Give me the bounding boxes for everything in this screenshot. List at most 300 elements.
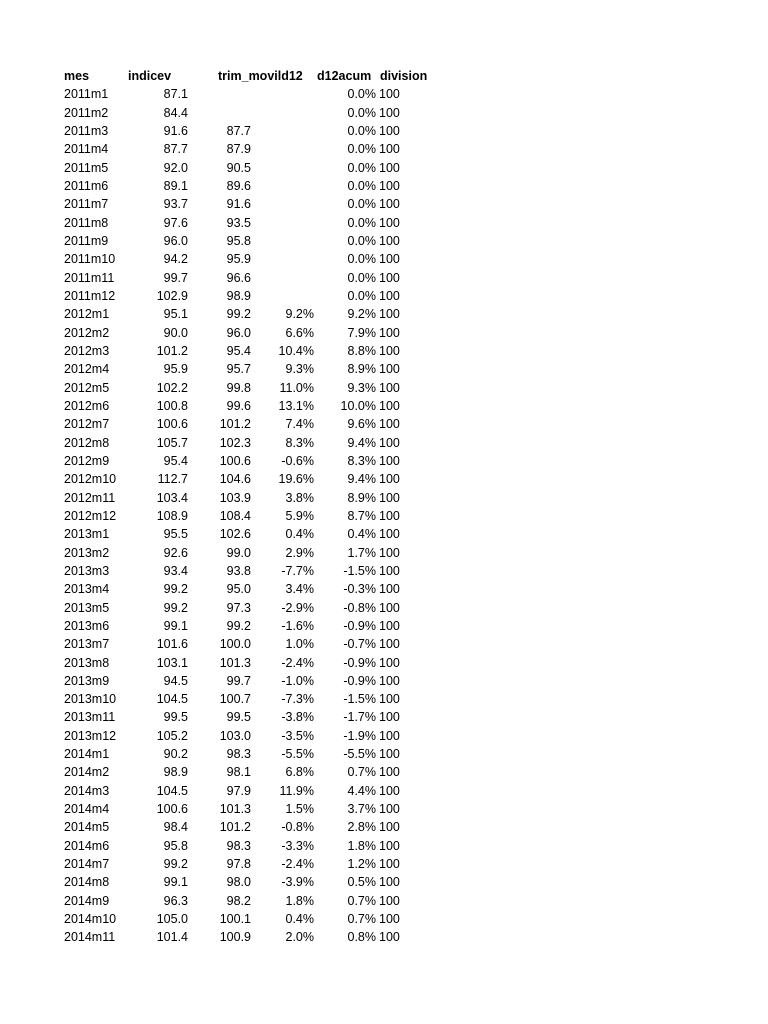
cell-division: 100: [379, 288, 400, 303]
cell-division: 100: [379, 875, 400, 890]
table-row: [0, 305, 768, 323]
cell-division: 100: [379, 692, 400, 707]
cell-d12acum: 7.9%: [347, 325, 376, 340]
cell-division: 100: [379, 930, 400, 945]
cell-division: 100: [379, 893, 400, 908]
cell-indicev: 93.7: [163, 197, 188, 212]
cell-division: 100: [379, 637, 400, 652]
table-row: [0, 379, 768, 397]
cell-division: 100: [379, 802, 400, 817]
cell-d12acum: 0.0%: [347, 252, 376, 267]
cell-division: 100: [379, 508, 400, 523]
cell-d12acum: 1.7%: [347, 545, 376, 560]
cell-division: 100: [379, 178, 400, 193]
cell-d12acum: -0.9%: [343, 618, 376, 633]
cell-mes: 2013m8: [64, 655, 110, 670]
cell-trim-movild12: 96.6: [226, 270, 251, 285]
table-row: [0, 434, 768, 452]
table-row: [0, 910, 768, 928]
cell-trim-movild12: 102.6: [219, 527, 251, 542]
cell-mes: 2012m5: [64, 380, 110, 395]
cell-division: 100: [379, 160, 400, 175]
cell-d12acum: 8.3%: [347, 453, 376, 468]
cell-mes: 2013m11: [64, 710, 116, 725]
cell-d12acum: 0.0%: [347, 197, 376, 212]
table-row: [0, 195, 768, 213]
cell-d12: -3.3%: [281, 838, 314, 853]
cell-division: 100: [379, 398, 400, 413]
cell-d12: 11.9%: [279, 783, 314, 798]
cell-mes: 2011m2: [64, 105, 109, 120]
cell-indicev: 100.8: [156, 398, 188, 413]
cell-indicev: 89.1: [163, 178, 188, 193]
cell-d12: 1.5%: [285, 802, 314, 817]
cell-d12acum: 2.8%: [347, 820, 376, 835]
cell-indicev: 95.4: [163, 453, 188, 468]
cell-mes: 2012m11: [64, 490, 116, 505]
cell-trim-movild12: 97.8: [226, 857, 251, 872]
cell-d12acum: 9.6%: [347, 417, 376, 432]
cell-division: 100: [379, 820, 400, 835]
cell-division: 100: [379, 105, 400, 120]
cell-division: 100: [379, 472, 400, 487]
cell-indicev: 98.9: [163, 765, 188, 780]
cell-indicev: 108.9: [156, 508, 188, 523]
header-d12acum: d12acum: [317, 69, 372, 83]
cell-d12: 8.3%: [285, 435, 314, 450]
cell-trim-movild12: 93.8: [226, 563, 251, 578]
cell-d12: 1.0%: [285, 637, 314, 652]
cell-division: 100: [379, 912, 400, 927]
cell-mes: 2013m4: [64, 582, 110, 597]
cell-d12: 9.2%: [285, 307, 314, 322]
cell-indicev: 94.2: [163, 252, 188, 267]
cell-trim-movild12: 101.3: [219, 655, 251, 670]
table-row: [0, 269, 768, 287]
cell-d12acum: -1.5%: [343, 563, 376, 578]
cell-indicev: 101.4: [156, 930, 188, 945]
cell-indicev: 99.7: [163, 270, 188, 285]
cell-mes: 2012m8: [64, 435, 110, 450]
cell-trim-movild12: 95.0: [226, 582, 251, 597]
cell-mes: 2013m1: [64, 527, 110, 542]
cell-division: 100: [379, 215, 400, 230]
cell-trim-movild12: 91.6: [226, 197, 251, 212]
cell-trim-movild12: 101.3: [219, 802, 251, 817]
cell-trim-movild12: 93.5: [226, 215, 251, 230]
table-row: [0, 85, 768, 103]
cell-d12acum: 0.0%: [347, 142, 376, 157]
cell-d12: 9.3%: [285, 362, 314, 377]
cell-trim-movild12: 98.0: [226, 875, 251, 890]
cell-trim-movild12: 99.5: [226, 710, 251, 725]
cell-mes: 2013m6: [64, 618, 110, 633]
table-row: [0, 324, 768, 342]
cell-trim-movild12: 97.9: [226, 783, 251, 798]
cell-mes: 2011m9: [64, 233, 109, 248]
table-row: [0, 104, 768, 122]
cell-indicev: 95.8: [163, 838, 188, 853]
cell-division: 100: [379, 527, 400, 542]
table-row: [0, 782, 768, 800]
cell-d12: -0.8%: [281, 820, 314, 835]
cell-mes: 2011m1: [64, 87, 109, 102]
table-row: [0, 232, 768, 250]
cell-d12acum: -0.9%: [343, 655, 376, 670]
table-row: [0, 617, 768, 635]
cell-d12: 2.0%: [285, 930, 314, 945]
cell-d12acum: 0.0%: [347, 123, 376, 138]
cell-mes: 2013m3: [64, 563, 110, 578]
table-row: [0, 287, 768, 305]
cell-d12: -1.0%: [281, 673, 314, 688]
cell-trim-movild12: 89.6: [226, 178, 251, 193]
data-table: [0, 67, 768, 947]
table-row: [0, 599, 768, 617]
cell-d12: -1.6%: [281, 618, 314, 633]
cell-mes: 2011m5: [64, 160, 109, 175]
cell-trim-movild12: 102.3: [219, 435, 251, 450]
cell-division: 100: [379, 417, 400, 432]
cell-d12acum: 9.4%: [347, 435, 376, 450]
cell-division: 100: [379, 233, 400, 248]
cell-mes: 2011m3: [64, 123, 109, 138]
cell-d12: 3.8%: [285, 490, 314, 505]
cell-indicev: 99.2: [163, 857, 188, 872]
cell-indicev: 92.0: [163, 160, 188, 175]
cell-d12: 6.8%: [285, 765, 314, 780]
cell-mes: 2012m2: [64, 325, 110, 340]
table-row: [0, 507, 768, 525]
cell-division: 100: [379, 453, 400, 468]
cell-division: 100: [379, 545, 400, 560]
cell-trim-movild12: 87.9: [226, 142, 251, 157]
cell-trim-movild12: 104.6: [219, 472, 251, 487]
cell-mes: 2014m1: [64, 747, 110, 762]
cell-d12acum: 0.0%: [347, 215, 376, 230]
cell-trim-movild12: 99.7: [226, 673, 251, 688]
cell-mes: 2013m7: [64, 637, 110, 652]
table-row: [0, 452, 768, 470]
cell-mes: 2011m10: [64, 252, 116, 267]
cell-division: 100: [379, 710, 400, 725]
table-row: [0, 818, 768, 836]
cell-d12acum: 0.7%: [347, 912, 376, 927]
cell-d12: -7.7%: [281, 563, 314, 578]
cell-trim-movild12: 95.8: [226, 233, 251, 248]
cell-indicev: 105.0: [156, 912, 188, 927]
table-row: [0, 708, 768, 726]
cell-indicev: 102.2: [156, 380, 188, 395]
cell-trim-movild12: 95.4: [226, 343, 251, 358]
cell-mes: 2011m7: [64, 197, 109, 212]
cell-d12acum: -0.3%: [343, 582, 376, 597]
cell-d12: -7.3%: [281, 692, 314, 707]
cell-indicev: 92.6: [163, 545, 188, 560]
cell-division: 100: [379, 655, 400, 670]
cell-mes: 2011m8: [64, 215, 109, 230]
cell-division: 100: [379, 270, 400, 285]
cell-indicev: 96.0: [163, 233, 188, 248]
cell-division: 100: [379, 307, 400, 322]
cell-mes: 2012m7: [64, 417, 110, 432]
cell-mes: 2014m7: [64, 857, 110, 872]
cell-mes: 2014m5: [64, 820, 110, 835]
cell-mes: 2013m2: [64, 545, 110, 560]
cell-trim-movild12: 98.9: [226, 288, 251, 303]
cell-indicev: 98.4: [163, 820, 188, 835]
cell-indicev: 102.9: [156, 288, 188, 303]
cell-d12acum: 1.8%: [347, 838, 376, 853]
cell-indicev: 95.5: [163, 527, 188, 542]
cell-trim-movild12: 101.2: [219, 417, 251, 432]
cell-division: 100: [379, 582, 400, 597]
table-row: [0, 580, 768, 598]
cell-d12: 2.9%: [285, 545, 314, 560]
cell-mes: 2013m12: [64, 728, 117, 743]
cell-d12: 10.4%: [278, 343, 314, 358]
cell-indicev: 103.1: [156, 655, 188, 670]
cell-trim-movild12: 98.3: [226, 838, 251, 853]
cell-indicev: 84.4: [163, 105, 188, 120]
cell-trim-movild12: 100.6: [219, 453, 251, 468]
cell-mes: 2013m9: [64, 673, 110, 688]
cell-trim-movild12: 95.9: [226, 252, 251, 267]
cell-mes: 2012m3: [64, 343, 110, 358]
cell-mes: 2014m10: [64, 912, 117, 927]
cell-d12acum: 10.0%: [340, 398, 376, 413]
cell-trim-movild12: 99.8: [226, 380, 251, 395]
cell-mes: 2014m4: [64, 802, 110, 817]
table-row: [0, 122, 768, 140]
cell-division: 100: [379, 747, 400, 762]
cell-division: 100: [379, 123, 400, 138]
cell-indicev: 96.3: [163, 893, 188, 908]
cell-mes: 2011m4: [64, 142, 109, 157]
table-row: [0, 397, 768, 415]
cell-division: 100: [379, 325, 400, 340]
table-row: [0, 928, 768, 946]
cell-d12acum: 0.0%: [347, 233, 376, 248]
cell-d12acum: 8.7%: [347, 508, 376, 523]
cell-indicev: 90.0: [163, 325, 188, 340]
cell-trim-movild12: 100.9: [219, 930, 251, 945]
cell-d12acum: 8.9%: [347, 362, 376, 377]
cell-trim-movild12: 96.0: [226, 325, 251, 340]
cell-trim-movild12: 100.0: [219, 637, 251, 652]
cell-trim-movild12: 103.9: [219, 490, 251, 505]
cell-indicev: 105.2: [156, 728, 188, 743]
cell-indicev: 99.2: [163, 600, 188, 615]
cell-d12: -3.8%: [281, 710, 314, 725]
cell-division: 100: [379, 435, 400, 450]
cell-mes: 2014m11: [64, 930, 116, 945]
cell-trim-movild12: 98.1: [226, 765, 251, 780]
cell-mes: 2014m6: [64, 838, 110, 853]
cell-trim-movild12: 100.1: [219, 912, 251, 927]
cell-trim-movild12: 90.5: [226, 160, 251, 175]
cell-indicev: 101.6: [156, 637, 188, 652]
cell-mes: 2013m5: [64, 600, 110, 615]
cell-indicev: 103.4: [156, 490, 188, 505]
table-row: [0, 635, 768, 653]
cell-d12acum: -0.8%: [343, 600, 376, 615]
cell-d12acum: 9.3%: [347, 380, 376, 395]
cell-d12acum: -1.5%: [343, 692, 376, 707]
cell-indicev: 99.2: [163, 582, 188, 597]
table-row: [0, 800, 768, 818]
cell-trim-movild12: 99.2: [226, 618, 251, 633]
cell-mes: 2011m12: [64, 288, 116, 303]
cell-trim-movild12: 95.7: [226, 362, 251, 377]
table-row: [0, 654, 768, 672]
cell-trim-movild12: 98.2: [226, 893, 251, 908]
cell-d12acum: 0.0%: [347, 87, 376, 102]
table-row: [0, 177, 768, 195]
cell-trim-movild12: 99.6: [226, 398, 251, 413]
cell-d12: 6.6%: [285, 325, 314, 340]
cell-indicev: 87.7: [163, 142, 188, 157]
cell-mes: 2013m10: [64, 692, 117, 707]
table-row: [0, 763, 768, 781]
cell-d12acum: 8.9%: [347, 490, 376, 505]
cell-indicev: 99.5: [163, 710, 188, 725]
table-row: [0, 525, 768, 543]
table-row: [0, 745, 768, 763]
cell-d12: -3.9%: [281, 875, 314, 890]
cell-division: 100: [379, 673, 400, 688]
table-row: [0, 855, 768, 873]
header-trim-movild12: trim_movild12: [218, 69, 303, 83]
cell-mes: 2012m10: [64, 472, 117, 487]
cell-division: 100: [379, 142, 400, 157]
table-row: [0, 873, 768, 891]
table-row: [0, 415, 768, 433]
cell-division: 100: [379, 343, 400, 358]
cell-mes: 2014m2: [64, 765, 110, 780]
cell-mes: 2014m9: [64, 893, 110, 908]
cell-d12acum: 8.8%: [347, 343, 376, 358]
cell-d12acum: 1.2%: [347, 857, 376, 872]
cell-division: 100: [379, 728, 400, 743]
cell-d12acum: 9.2%: [347, 307, 376, 322]
cell-d12acum: -0.7%: [343, 637, 376, 652]
cell-d12: -0.6%: [281, 453, 314, 468]
cell-trim-movild12: 99.0: [226, 545, 251, 560]
cell-division: 100: [379, 490, 400, 505]
cell-division: 100: [379, 857, 400, 872]
cell-mes: 2011m6: [64, 178, 109, 193]
cell-mes: 2012m6: [64, 398, 110, 413]
cell-trim-movild12: 101.2: [219, 820, 251, 835]
cell-indicev: 95.1: [163, 307, 188, 322]
cell-indicev: 101.2: [156, 343, 188, 358]
cell-d12acum: 0.0%: [347, 160, 376, 175]
cell-division: 100: [379, 362, 400, 377]
cell-d12acum: 9.4%: [347, 472, 376, 487]
cell-indicev: 100.6: [156, 802, 188, 817]
cell-d12acum: 0.0%: [347, 178, 376, 193]
table-row: [0, 727, 768, 745]
cell-d12: 0.4%: [285, 527, 314, 542]
table-row: [0, 690, 768, 708]
cell-indicev: 95.9: [163, 362, 188, 377]
cell-indicev: 94.5: [163, 673, 188, 688]
cell-d12: -5.5%: [281, 747, 314, 762]
header-indicev: indicev: [128, 69, 172, 83]
cell-division: 100: [379, 618, 400, 633]
cell-d12acum: -1.7%: [343, 710, 376, 725]
cell-division: 100: [379, 380, 400, 395]
cell-d12: 3.4%: [285, 582, 314, 597]
cell-d12acum: 0.5%: [347, 875, 376, 890]
cell-division: 100: [379, 563, 400, 578]
cell-division: 100: [379, 87, 400, 102]
table-row: [0, 562, 768, 580]
header-mes: mes: [64, 69, 90, 83]
cell-d12: 0.4%: [285, 912, 314, 927]
header-row: [0, 67, 768, 85]
cell-d12: 5.9%: [285, 508, 314, 523]
cell-division: 100: [379, 197, 400, 212]
table-row: [0, 489, 768, 507]
cell-d12: -3.5%: [281, 728, 314, 743]
cell-d12: 7.4%: [285, 417, 314, 432]
cell-indicev: 105.7: [156, 435, 188, 450]
cell-d12acum: 0.0%: [347, 288, 376, 303]
table-row: [0, 140, 768, 158]
cell-d12: -2.4%: [281, 655, 314, 670]
table-row: [0, 837, 768, 855]
cell-indicev: 93.4: [163, 563, 188, 578]
cell-mes: 2014m8: [64, 875, 110, 890]
cell-d12acum: 0.4%: [347, 527, 376, 542]
cell-d12: -2.9%: [281, 600, 314, 615]
cell-mes: 2012m12: [64, 508, 117, 523]
header-division: division: [380, 69, 428, 83]
table-row: [0, 672, 768, 690]
cell-trim-movild12: 98.3: [226, 747, 251, 762]
table-body: [0, 85, 768, 946]
cell-trim-movild12: 108.4: [219, 508, 251, 523]
cell-indicev: 97.6: [163, 215, 188, 230]
cell-d12acum: 0.0%: [347, 270, 376, 285]
cell-d12acum: 0.8%: [347, 930, 376, 945]
cell-trim-movild12: 87.7: [226, 123, 251, 138]
cell-d12acum: 4.4%: [347, 783, 376, 798]
cell-indicev: 104.5: [156, 783, 188, 798]
cell-trim-movild12: 97.3: [226, 600, 251, 615]
cell-mes: 2012m9: [64, 453, 110, 468]
cell-mes: 2012m4: [64, 362, 110, 377]
cell-d12acum: 0.7%: [347, 893, 376, 908]
cell-mes: 2011m11: [64, 270, 115, 285]
cell-d12acum: -1.9%: [343, 728, 376, 743]
cell-d12: 1.8%: [285, 893, 314, 908]
cell-trim-movild12: 103.0: [219, 728, 251, 743]
cell-d12acum: -5.5%: [343, 747, 376, 762]
cell-division: 100: [379, 600, 400, 615]
cell-indicev: 112.7: [157, 472, 188, 487]
table-row: [0, 892, 768, 910]
cell-d12acum: -0.9%: [343, 673, 376, 688]
table-row: [0, 342, 768, 360]
table-row: [0, 250, 768, 268]
cell-division: 100: [379, 838, 400, 853]
cell-trim-movild12: 100.7: [219, 692, 251, 707]
cell-indicev: 91.6: [163, 123, 188, 138]
table-row: [0, 544, 768, 562]
